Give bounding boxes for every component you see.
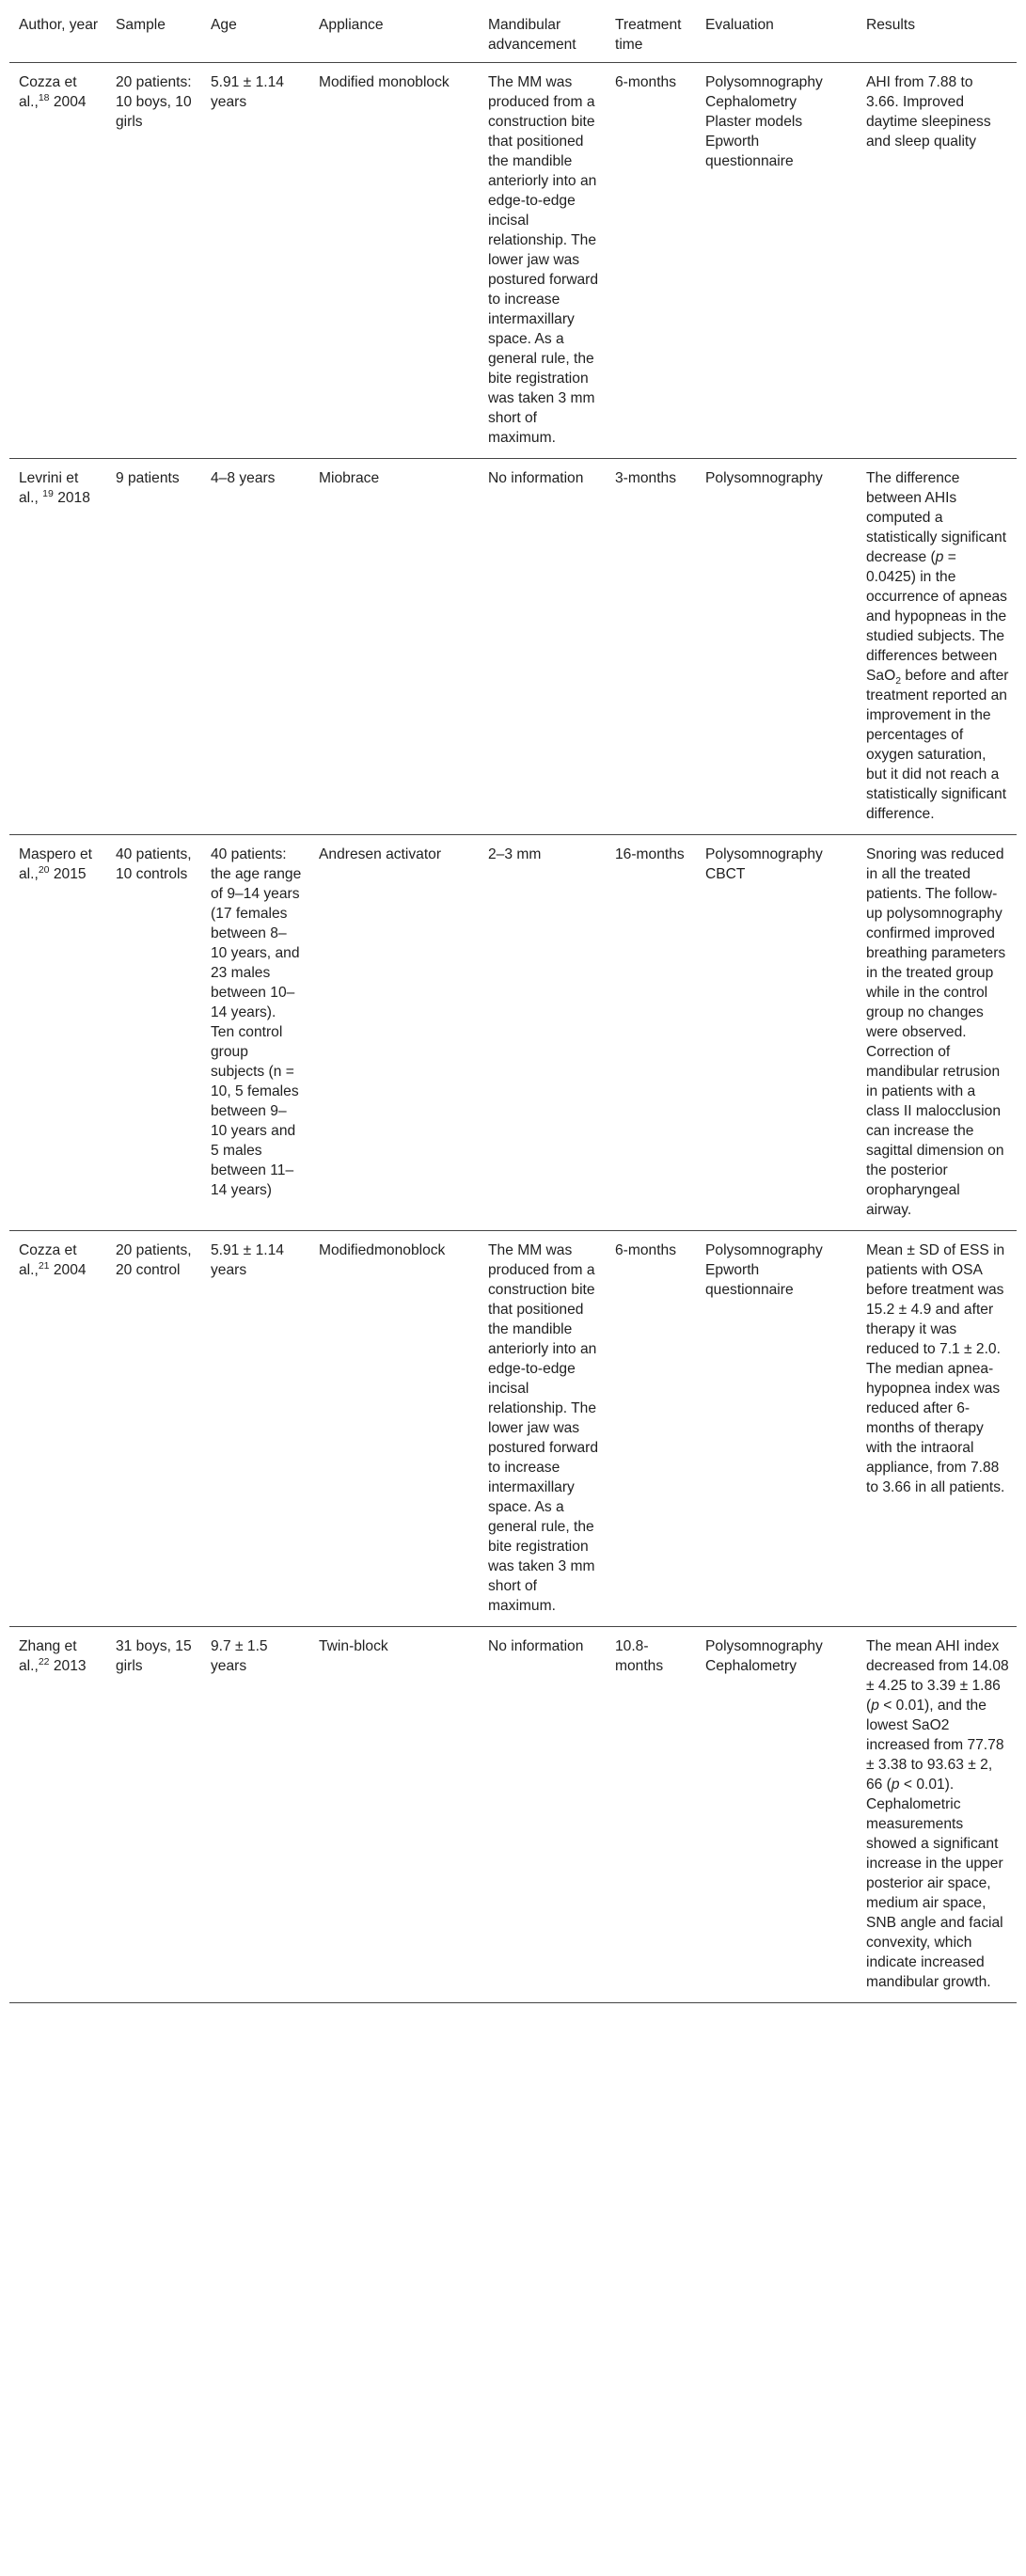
header-row [9,0,1017,63]
reference-number: 18 [38,91,50,103]
header-author: Author, year [19,17,99,33]
header-age: Age [211,17,237,33]
results-text: = 0.0425) in the occurrence of apneas and hypopneas in the studied subjects. The differences between SaO [866,549,1007,684]
evaluation-method: Epworth questionnaire [705,1262,794,1298]
cell-results: AHI from 7.88 to 3.66. Improved daytime sleepiness and sleep quality [866,74,991,150]
evaluation-method: CBCT [705,866,746,882]
table-row [9,63,1017,459]
cell-treatment-time: 6-months [615,74,677,90]
cell-sample: 9 patients [116,470,180,486]
cell-sample: 31 boys, 15 girls [116,1638,192,1674]
evaluation-method: Polysomnography [705,1242,823,1258]
results-text: < 0.01), and the lowest SaO2 increased from 77.78 ± 3.38 to 93.63 ± 2, 66 ( [866,1698,1004,1793]
cell-evaluation [696,835,857,1231]
author-year: 2013 [53,1658,87,1674]
header-advancement: Mandibular advancement [488,17,576,53]
author-year: 2004 [53,1262,87,1278]
cell-author [9,459,106,835]
results-text: < 0.01). Cephalometric measurements showed a significant increase in the upper posterior air space, medium air space, SNB angle and facial convexity, which indicate increased mandibular growth. [866,1777,1003,1990]
evaluation-method: Polysomnography [705,1638,823,1654]
author-year: 2004 [53,94,87,110]
cell-appliance: Miobrace [319,470,380,486]
cell-author [9,1627,106,2003]
cell-advancement: The MM was produced from a construction bite that positioned the mandible anteriorly into an edge-to-edge incisal relationship. The lower jaw was postured forward to increase intermaxillary space. As a general rule, the bite registration was taken 3 mm short of maximum. [488,1242,599,1614]
cell-appliance: Modified monoblock [319,74,450,90]
cell-appliance: Andresen activator [319,846,442,862]
table-row [9,1231,1017,1627]
reference-number: 21 [38,1259,50,1272]
reference-number: 20 [38,863,50,876]
author-year: 2018 [57,490,90,506]
author-name: Cozza et al., [19,1242,77,1278]
results-text: The difference between AHIs computed a statistically significant decrease ( [866,470,1007,565]
header-sample: Sample [116,17,166,33]
evaluation-method: Plaster models [705,114,803,130]
evaluation-method: Cephalometry [705,94,797,110]
cell-results [857,1627,1017,2003]
cell-treatment-time: 16-months [615,846,685,862]
cell-advancement: 2–3 mm [488,846,542,862]
cell-age: 5.91 ± 1.14 years [211,1242,284,1278]
cell-evaluation [696,63,857,459]
p-symbol: p [891,1777,900,1793]
header-appliance: Appliance [319,17,384,33]
cell-results: Snoring was reduced in all the treated patients. The follow-up polysomnography confirmed improved breathing parameters in the treated group while in the control group no changes were observed. Correction of mandibular retrusion in patients with a class II malocclusion can increase the sagittal dimension on the posterior oropharyngeal airway. [866,846,1006,1218]
evaluation-method: Epworth questionnaire [705,134,794,169]
cell-age: 5.91 ± 1.14 years [211,74,284,110]
cell-advancement: No information [488,470,584,486]
cell-appliance: Twin-block [319,1638,388,1654]
studies-table [9,0,1017,2003]
author-name: Levrini et al., [19,470,79,506]
cell-author [9,1231,106,1627]
cell-results: Mean ± SD of ESS in patients with OSA before treatment was 15.2 ± 4.9 and after therapy it was reduced to 7.1 ± 2.0. The median apnea-hypopnea index was reduced after 6-months of therapy with the intraoral appliance, from 7.88 to 3.66 in all patients. [866,1242,1005,1495]
results-text: before and after treatment reported an improvement in the percentages of oxygen saturation, but it did not reach a statistically significant difference. [866,668,1009,822]
reference-number: 22 [38,1655,50,1667]
author-name: Cozza et al., [19,74,77,110]
table-row [9,1627,1017,2003]
reference-number: 19 [42,487,54,499]
p-symbol: p [871,1698,879,1714]
cell-evaluation [696,459,857,835]
cell-treatment-time: 3-months [615,470,677,486]
cell-author [9,835,106,1231]
cell-advancement: No information [488,1638,584,1654]
table-row [9,835,1017,1231]
cell-author [9,63,106,459]
table-header [9,0,1017,63]
evaluation-method: Polysomnography [705,470,823,486]
cell-age: 40 patients: the age range of 9–14 years (17 females between 8–10 years, and 23 males between 10–14 years). Ten control group subjects (n = 10, 5 females between 9–10 years and 5 males between 11–14 years) [211,846,302,1198]
cell-results [857,459,1017,835]
subscript: 2 [895,675,902,687]
cell-treatment-time: 10.8-months [615,1638,664,1674]
header-evaluation: Evaluation [705,17,774,33]
results-text: The mean AHI index decreased from 14.08 ± 4.25 to 3.39 ± 1.86 ( [866,1638,1009,1714]
cell-sample: 20 patients: 10 boys, 10 girls [116,74,192,130]
cell-evaluation [696,1627,857,2003]
cell-treatment-time: 6-months [615,1242,677,1258]
cell-age: 9.7 ± 1.5 years [211,1638,268,1674]
cell-evaluation [696,1231,857,1627]
author-year: 2015 [53,866,87,882]
p-symbol: p [935,549,944,565]
cell-sample: 40 patients, 10 controls [116,846,192,882]
cell-age: 4–8 years [211,470,276,486]
cell-advancement: The MM was produced from a construction bite that positioned the mandible anteriorly into an edge-to-edge incisal relationship. The lower jaw was postured forward to increase intermaxillary space. As a general rule, the bite registration was taken 3 mm short of maximum. [488,74,599,446]
author-name: Maspero et al., [19,846,93,882]
table-body [9,63,1017,2003]
header-results: Results [866,17,915,33]
evaluation-method: Polysomnography [705,74,823,90]
evaluation-method: Cephalometry [705,1658,797,1674]
author-name: Zhang et al., [19,1638,77,1674]
header-treatment-time: Treatment time [615,17,682,53]
evaluation-method: Polysomnography [705,846,823,862]
cell-sample: 20 patients, 20 control [116,1242,192,1278]
cell-appliance: Modifiedmonoblock [319,1242,446,1258]
table-row [9,459,1017,835]
